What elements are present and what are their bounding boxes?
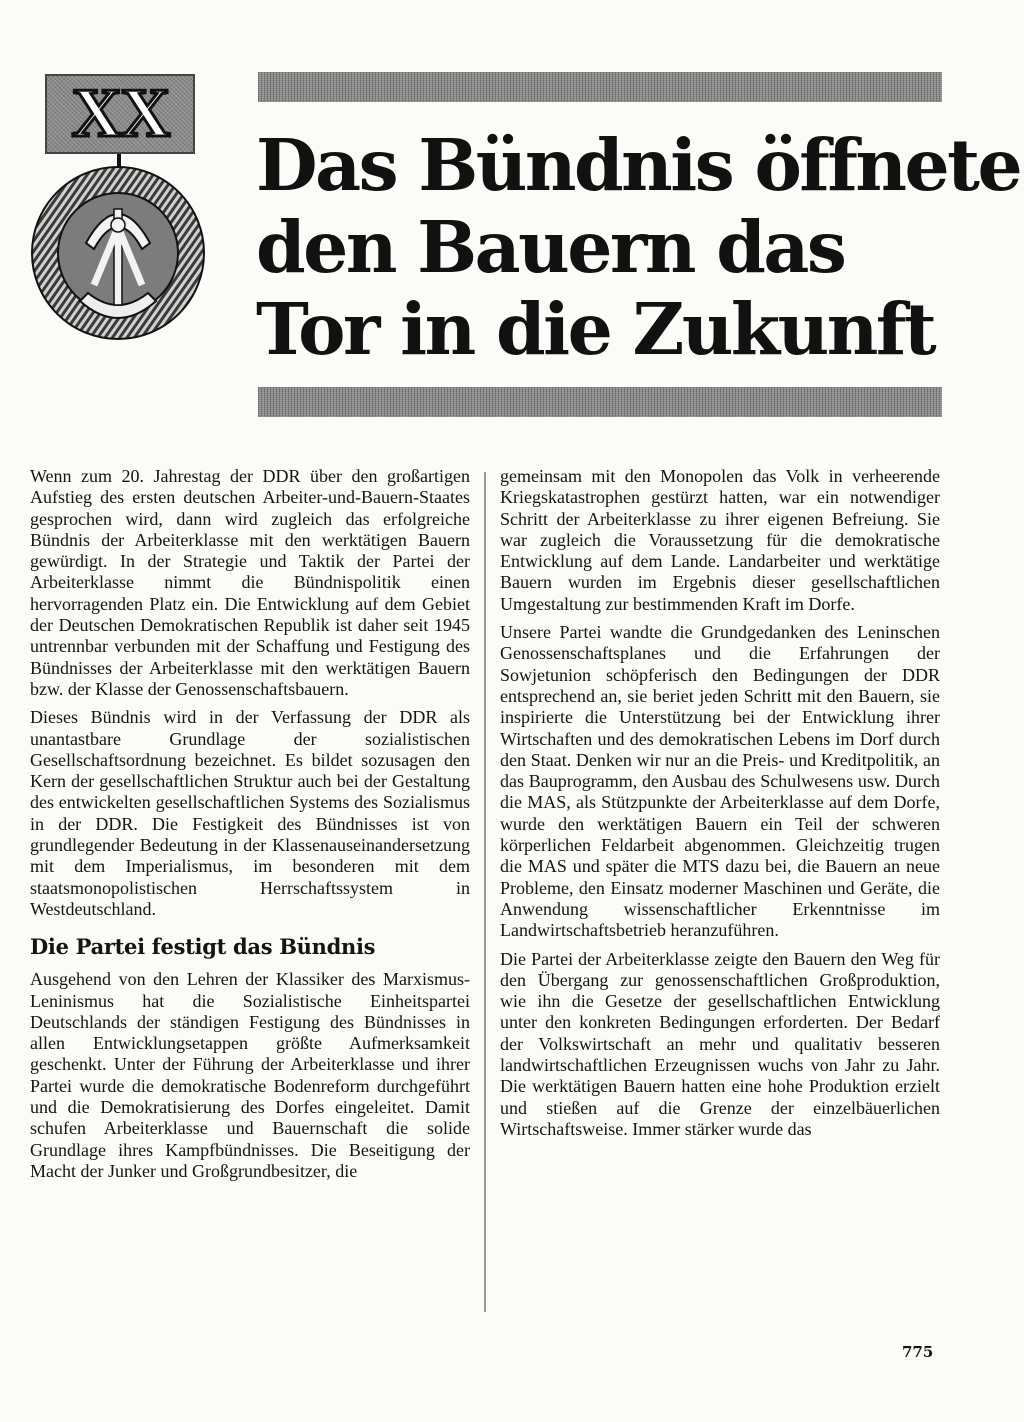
anniversary-badge [45,74,195,154]
title-line-1: Das Bündnis öffnete [256,123,1021,207]
paragraph: Dieses Bündnis wird in der Verfassung der DDR als unantastbare Grundlage der sozialistischen Gesellschaftsordnung bezeichnet. Es bildet sozusagen den Kern der gesellschaftlichen Struktur auch bei der Gestaltung des entwickelten gesellschaftlichen Systems des Sozialismus in der DDR. Die Festigkeit des Bündnisses ist von grundlegender Bedeutung in der Klassenauseinandersetzung mit dem Imperialismus, im besonderen mit dem staatsmonopolistischen Herrschaftssystem in Westdeutschland. [30,707,470,919]
right-column [500,466,940,1147]
anniversary-badge-text: XX [71,75,169,152]
left-column [30,466,470,1189]
paragraph: Wenn zum 20. Jahrestag der DDR über den großartigen Aufstieg des ersten deutschen Arbeiter-und-Bauern-Staates gesprochen wird, dann wird zugleich das erfolgreiche Bündnis der Arbeiterklasse mit den werktätigen Bauern gewürdigt. In der Strategie und Taktik der Partei der Arbeiterklasse nimmt die Bündnispolitik einen hervorragenden Platz ein. Die Entwicklung auf dem Gebiet der Deutschen Demokratischen Republik ist daher seit 1945 untrennbar verbunden mit der Schaffung und Festigung des Bündnisses der Arbeiterklasse mit den werktätigen Bauern bzw. der Klasse der Genossenschaftsbauern. [30,466,470,699]
page-number: 775 [902,1343,934,1361]
article-title [256,123,1021,371]
header-bar-top [258,72,942,102]
paragraph: gemeinsam mit den Monopolen das Volk in verheerende Kriegskatastrophen gestürzt hatten, war ein notwendiger Schritt der Arbeiterklasse zu ihrer eigenen Befreiung. Sie war zugleich die Voraussetzung für die demokratische Entwicklung auf dem Lande. Landarbeiter und werktätige Bauern wurden im Ergebnis dieser gesellschaftlichen Umgestaltung zur bestimmenden Kraft im Dorfe. [500,466,940,614]
paragraph: Die Partei der Arbeiterklasse zeigte den Bauern den Weg für den Übergang zur genossenschaftlichen Großproduktion, wie ihn die Gesetze der gesellschaftlichen Entwicklung unter den konkreten Bedingungen erforderten. Der Bedarf der Volkswirtschaft an mehr und qualitativ besseren landwirtschaftlichen Erzeugnissen wuchs von Jahr zu Jahr. Die werktätigen Bauern hatten eine hohe Produktion erzielt und stießen auf die Grenze der einzelbäuerlichen Wirtschaftsweise. Immer stärker wurde das [500,948,940,1139]
paragraph: Ausgehend von den Lehren der Klassiker des Marxismus-Leninismus hat die Sozialistische Einheitspartei Deutschlands der ständigen Festigung des Bündnisses in allen Entwicklungsetappen größte Aufmerksamkeit geschenkt. Unter der Führung der Arbeiterklasse und ihrer Partei wurde die demokratische Bodenreform durchgeführt und die Demokratisierung des Dorfes eingeleitet. Damit schufen Arbeiterklasse und Bauernschaft die solide Grundlage ihres Kampfbündnisses. Die Beseitigung der Macht der Junker und Großgrundbesitzer, die [30,969,470,1181]
paragraph: Unsere Partei wandte die Grundgedanken des Leninschen Genossenschaftsplanes und die Erfahrungen der Sowjetunion schöpferisch den Bedingungen der DDR entsprechend an, sie beriet jeden Schritt mit den Bauern, sie inspirierte die Unterstützung bei der Entwicklung ihrer Wirtschaften und des demokratischen Lebens im Dorf durch den Staat. Denken wir nur an die Preis- und Kreditpolitik, an das Bauprogramm, den Ausbau des Schulwesens usw. Durch die MAS, als Stützpunkte der Arbeiterklasse auf dem Dorfe, wurde den werktätigen Bauern ein Teil der schweren körperlichen Feldarbeit abgenommen. Gleichzeitig trugen die MAS und später die MTS dazu bei, die Bauern an neue Probleme, den Einsatz moderner Maschinen und Geräte, die Anwendung wissenschaftlicher Erkenntnisse im Landwirtschaftsbetrieb heranzuführen. [500,622,940,941]
section-heading: Die Partei festigt das Bündnis [30,934,376,960]
title-line-3: Tor in die Zukunft [256,287,935,371]
column-divider [484,472,486,1312]
title-line-2: den Bauern das [256,205,845,289]
header-bar-bottom [258,387,942,417]
ddr-state-emblem-icon [30,165,206,341]
